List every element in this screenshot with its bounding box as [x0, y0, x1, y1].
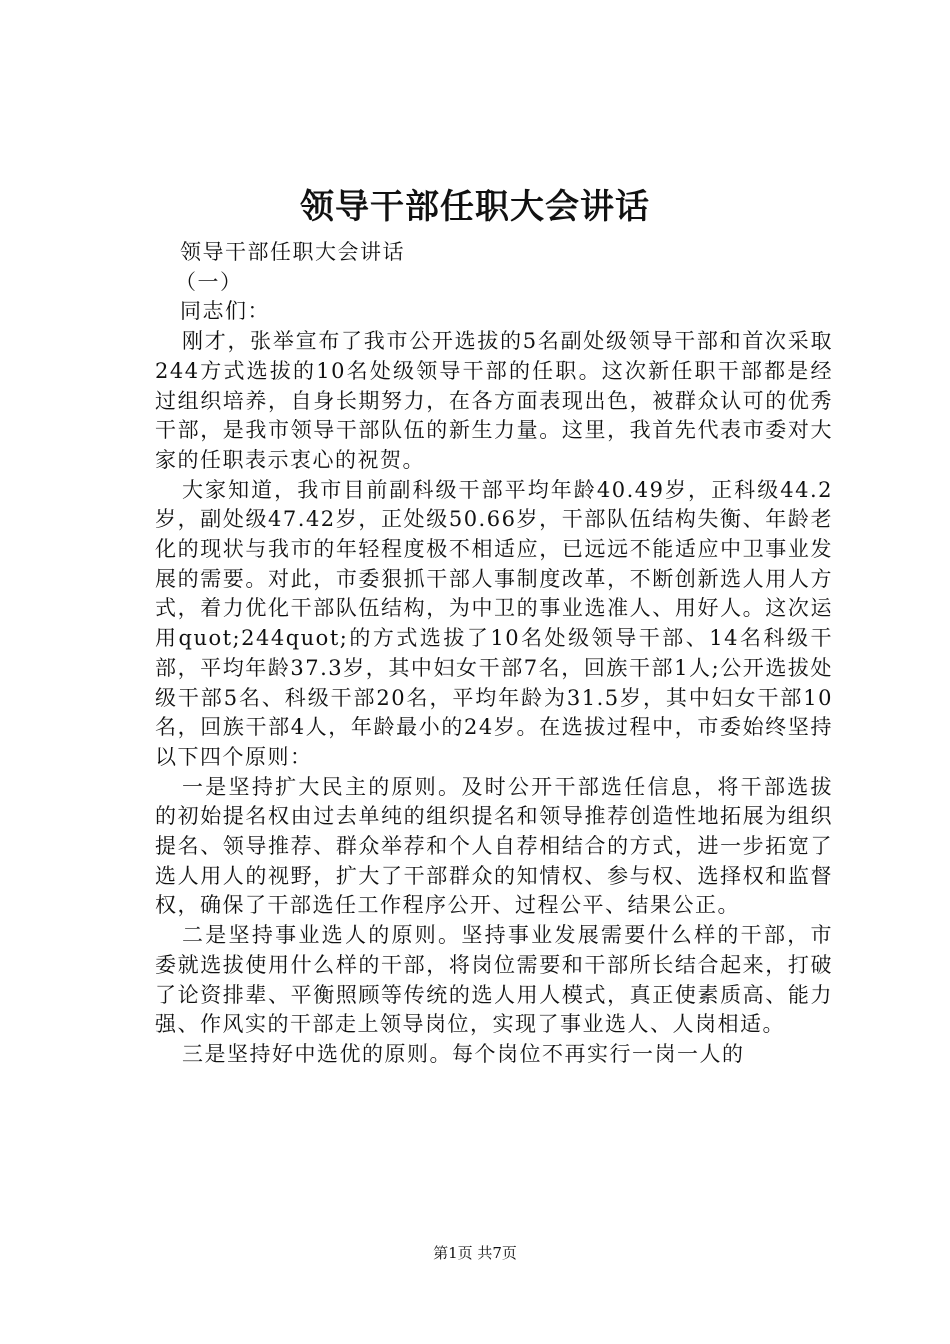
section-number: （一）	[175, 269, 243, 294]
subtitle-paragraph: 领导干部任职大会讲话	[180, 240, 405, 264]
document-body	[155, 238, 833, 1070]
paragraph-opening: 刚才，张举宣布了我市公开选拔的5名副处级领导干部和首次采取244方式选拔的10名处级领导干部的任职。这次新任职干部都是经过组织培养，自身长期努力，在各方面表现出色，被群众认可的优秀干部，是我市领导干部队伍的新生力量。这里，我首先代表市委对大家的任职表示衷心的祝贺。	[155, 329, 833, 472]
page-footer: 第1页 共7页	[433, 1244, 517, 1262]
paragraph-background: 大家知道，我市目前副科级干部平均年龄40.49岁，正科级44.2岁，副处级47.42岁，正处级50.66岁，干部队伍结构失衡、年龄老化的现状与我市的年轻程度极不相适应，已远远不能适应中卫事业发展的需要。对此，市委狠抓干部人事制度改革，不断创新选人用人方式，着力优化干部队伍结构，为中卫的事业选准人、用好人。这次运用quot;244quot;的方式选拔了10名处级领导干部、14名科级干部，平均年龄37.3岁，其中妇女干部7名，回族干部1人;公开选拔处级干部5名、科级干部20名，平均年龄为31.5岁，其中妇女干部10名，回族干部4人，年龄最小的24岁。在选拔过程中，市委始终坚持以下四个原则：	[155, 477, 833, 769]
paragraph-principle-two: 二是坚持事业选人的原则。坚持事业发展需要什么样的干部，市委就选拔使用什么样的干部，将岗位需要和干部所长结合起来，打破了论资排辈、平衡照顾等传统的选人用人模式，真正使素质高、能力强、作风实的干部走上领导岗位，实现了事业选人、人岗相适。	[155, 923, 833, 1037]
document-title: 领导干部任职大会讲话	[300, 187, 650, 227]
paragraph-principle-three: 三是坚持好中选优的原则。每个岗位不再实行一岗一人的	[182, 1041, 745, 1066]
paragraph-principle-one: 一是坚持扩大民主的原则。及时公开干部选任信息，将干部选拔的初始提名权由过去单纯的组织提名和领导推荐创造性地拓展为组织提名、领导推荐、群众举荐和个人自荐相结合的方式，进一步拓宽了选人用人的视野，扩大了干部群众的知情权、参与权、选择权和监督权，确保了干部选任工作程序公开、过程公平、结果公正。	[155, 774, 833, 918]
salutation: 同志们：	[180, 299, 270, 324]
